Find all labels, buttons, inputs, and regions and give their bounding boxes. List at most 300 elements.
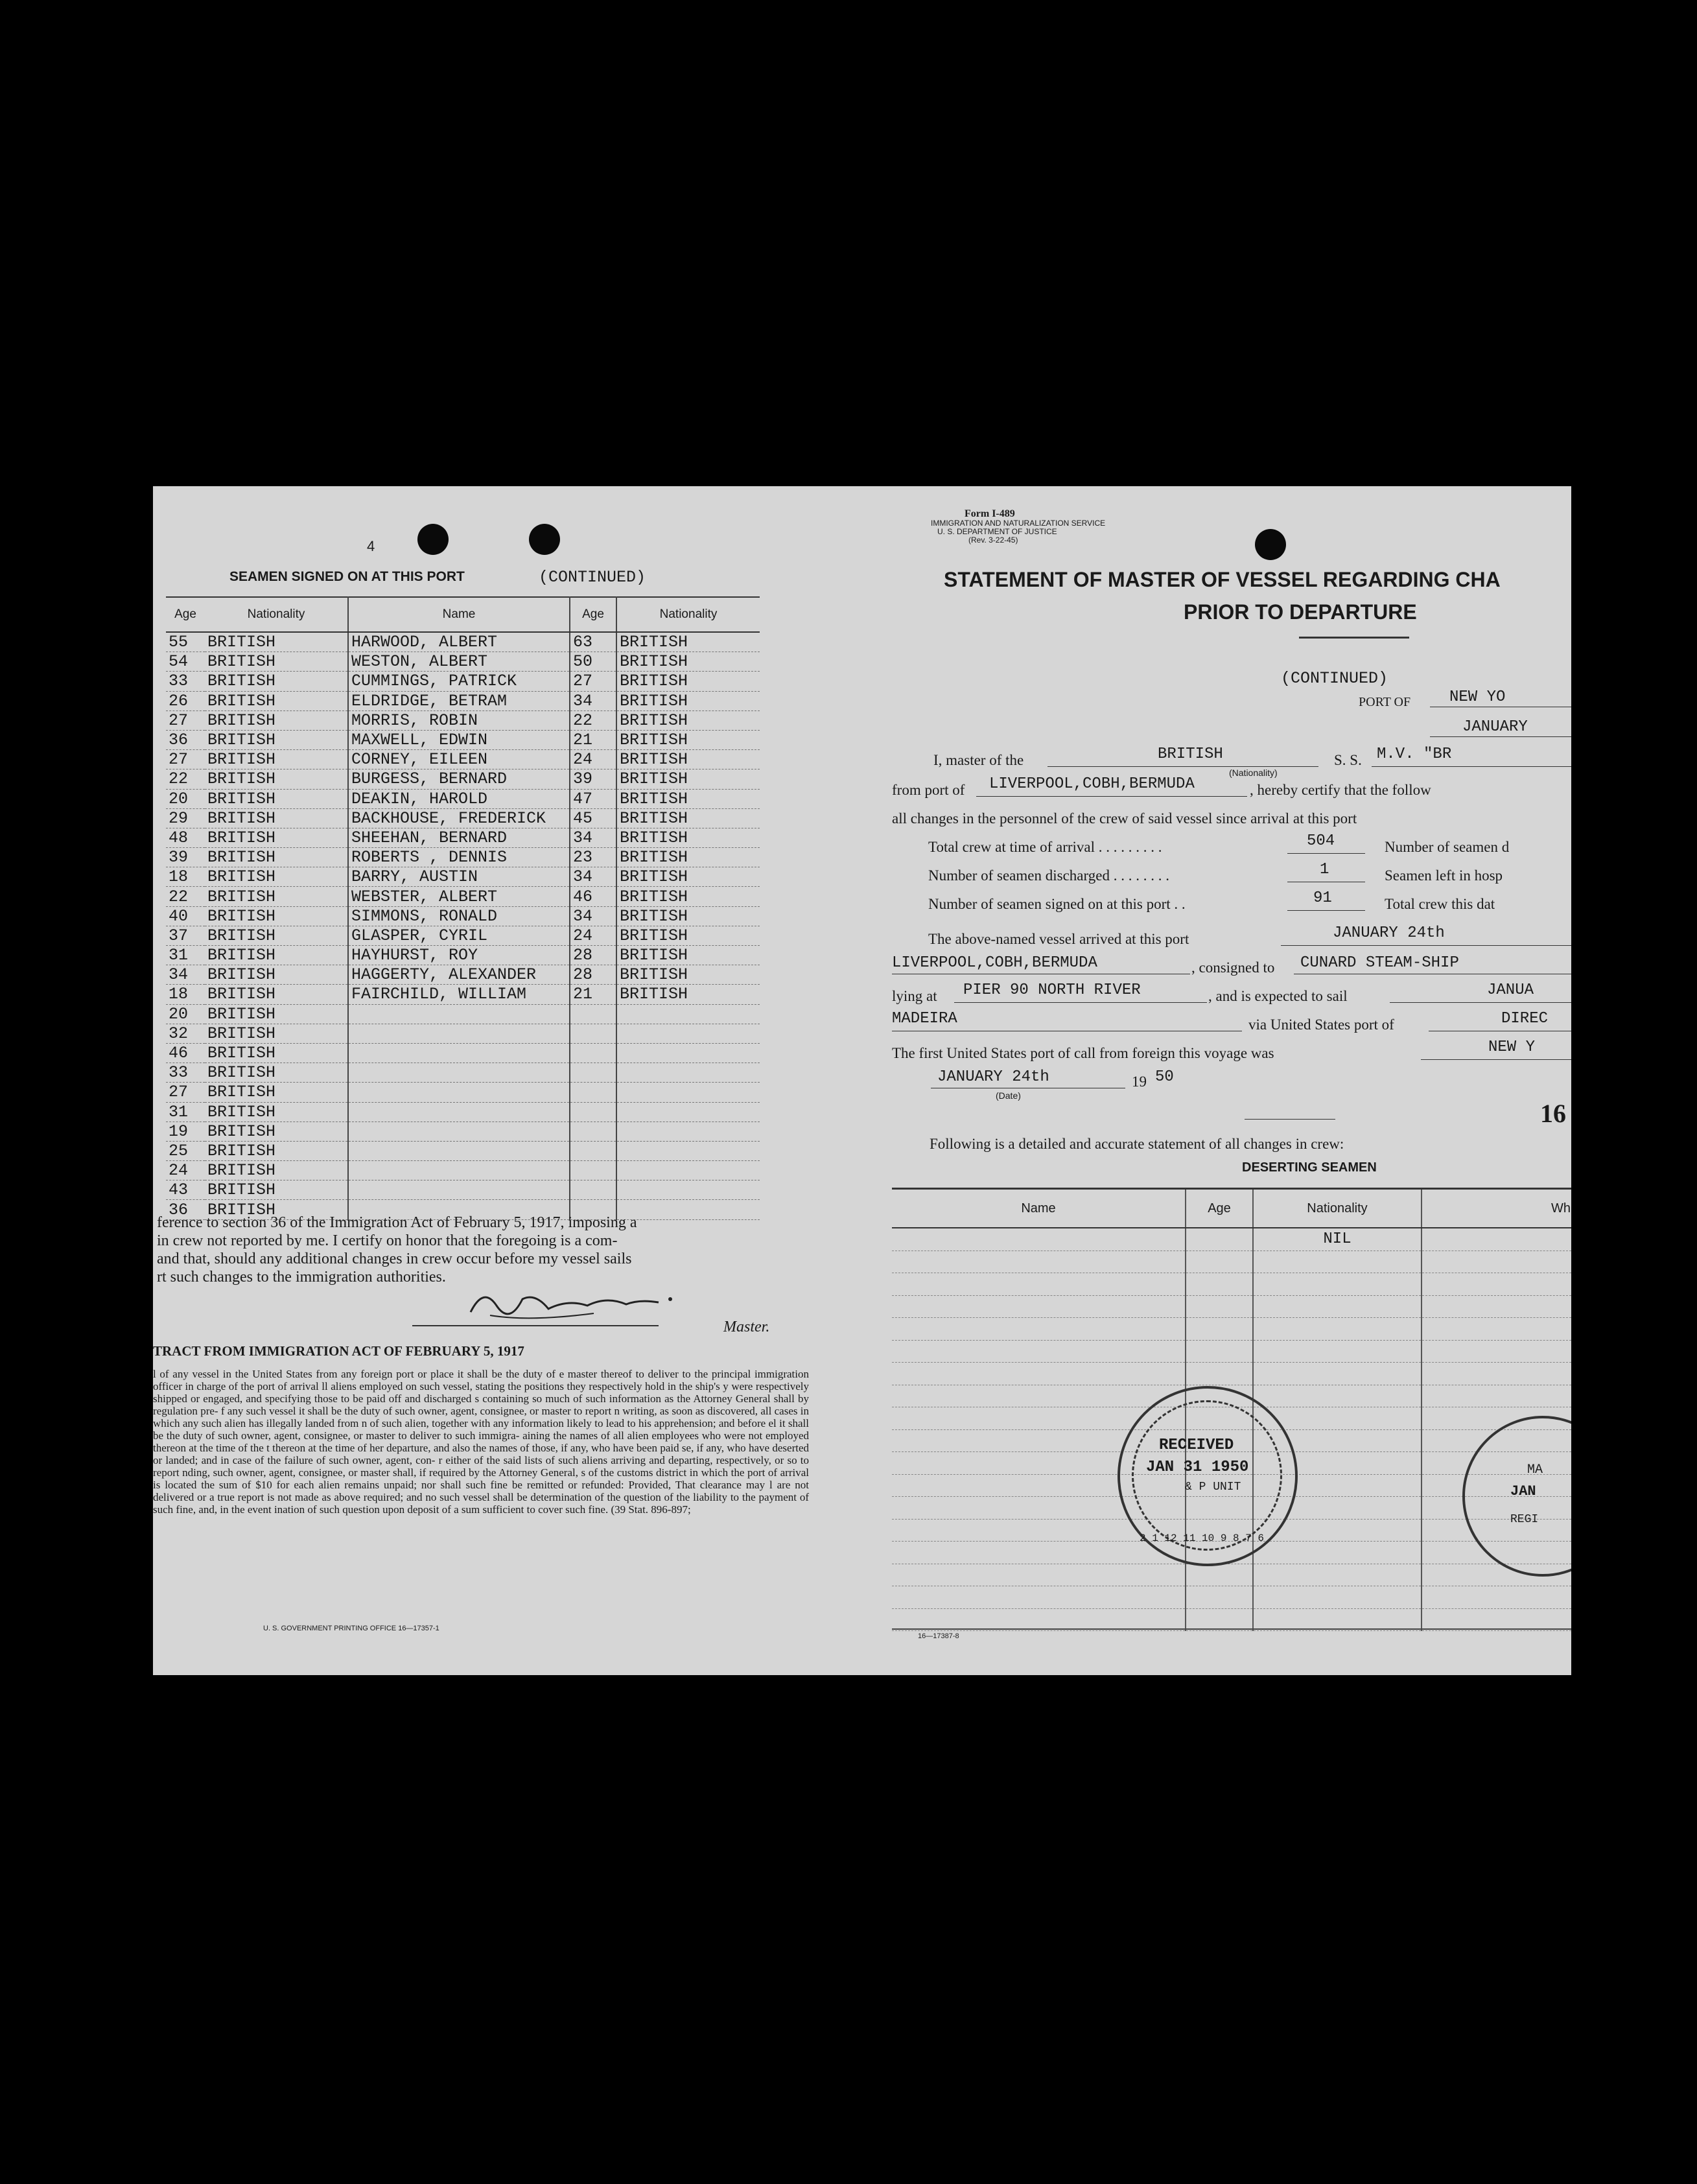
fill-line xyxy=(1390,1002,1571,1003)
nationality-cell xyxy=(616,1121,760,1141)
name-cell: HAYHURST, ROY xyxy=(348,946,570,965)
age-cell: 36 xyxy=(166,730,205,749)
wh-cell xyxy=(1422,1586,1571,1609)
age-cell: 24 xyxy=(570,926,616,945)
nationality-cell xyxy=(1253,1586,1422,1609)
nationality-cell: BRITISH xyxy=(205,1102,348,1121)
stamp-text: JAN 31 1950 xyxy=(1146,1459,1249,1476)
nationality-cell: BRITISH xyxy=(205,789,348,808)
age-cell: 22 xyxy=(166,769,205,789)
table-row xyxy=(166,652,760,672)
age-cell: 28 xyxy=(570,946,616,965)
wh-cell xyxy=(1422,1363,1571,1385)
age-cell: 18 xyxy=(166,985,205,1004)
age-cell: 27 xyxy=(166,750,205,769)
nationality-cell: BRITISH xyxy=(616,769,760,789)
age-cell xyxy=(570,1083,616,1102)
nationality-cell: BRITISH xyxy=(616,965,760,985)
table-row xyxy=(166,710,760,730)
ss-label: S. S. xyxy=(1334,752,1362,768)
nationality-cell xyxy=(1253,1273,1422,1296)
from-port-label: from port of xyxy=(892,782,965,798)
age-cell: 32 xyxy=(166,1024,205,1043)
nationality-cell: BRITISH xyxy=(205,867,348,887)
name-cell xyxy=(892,1273,1186,1296)
name-cell xyxy=(348,1043,570,1063)
consigned-label: , consigned to xyxy=(1191,959,1275,976)
printing-office: U. S. GOVERNMENT PRINTING OFFICE 16—17357-1 xyxy=(263,1625,439,1632)
lying-label: lying at xyxy=(892,988,937,1004)
table-row xyxy=(892,1318,1571,1341)
fill-line xyxy=(1287,910,1365,911)
wh-cell xyxy=(1422,1385,1571,1407)
name-cell: ROBERTS , DENNIS xyxy=(348,848,570,867)
name-cell: BURGESS, BERNARD xyxy=(348,769,570,789)
nationality-cell: BRITISH xyxy=(205,632,348,652)
name-cell xyxy=(348,1161,570,1180)
nationality-cell: BRITISH xyxy=(616,848,760,867)
col-header-nationality: Nationality xyxy=(616,597,760,632)
bottom-rule xyxy=(892,1628,1571,1630)
table-row xyxy=(892,1340,1571,1363)
table-row xyxy=(892,1273,1571,1296)
age-cell xyxy=(1186,1363,1253,1385)
name-cell: ELDRIDGE, BETRAM xyxy=(348,691,570,710)
wh-cell xyxy=(1422,1318,1571,1341)
col-header-name: Name xyxy=(348,597,570,632)
arrived-value: JANUARY 24th xyxy=(1333,924,1445,942)
expected-label: , and is expected to sail xyxy=(1208,988,1348,1004)
nationality-cell: BRITISH xyxy=(616,632,760,652)
age-cell: 34 xyxy=(570,828,616,847)
age-cell: 54 xyxy=(166,652,205,672)
age-cell: 50 xyxy=(570,652,616,672)
table-row xyxy=(166,1024,760,1043)
nationality-cell: BRITISH xyxy=(205,1180,348,1200)
first-port-value: NEW Y xyxy=(1488,1039,1536,1056)
col-header-age: Age xyxy=(166,597,205,632)
nationality-cell xyxy=(616,1102,760,1121)
nationality-cell: BRITISH xyxy=(616,730,760,749)
nationality-cell: BRITISH xyxy=(205,1024,348,1043)
wh-cell xyxy=(1422,1273,1571,1296)
title-rule xyxy=(1299,637,1409,639)
table-row xyxy=(166,769,760,789)
nationality-cell: BRITISH xyxy=(205,672,348,691)
age-cell: 31 xyxy=(166,946,205,965)
age-cell: 43 xyxy=(166,1180,205,1200)
age-cell xyxy=(1186,1228,1253,1251)
age-cell: 39 xyxy=(166,848,205,867)
fill-line xyxy=(1245,1119,1335,1120)
year-line: 16 xyxy=(1540,1099,1566,1128)
form-number: Form I-489 xyxy=(965,508,1015,519)
stamp-text: & P UNIT xyxy=(1185,1481,1241,1494)
nationality-cell: BRITISH xyxy=(205,1200,348,1219)
name-cell: DEAKIN, HAROLD xyxy=(348,789,570,808)
nationality-cell: BRITISH xyxy=(616,808,760,828)
table-row xyxy=(892,1586,1571,1609)
name-cell: FAIRCHILD, WILLIAM xyxy=(348,985,570,1004)
age-cell: 34 xyxy=(570,867,616,887)
table-row xyxy=(892,1564,1571,1586)
table-row xyxy=(166,906,760,926)
table-row xyxy=(166,1063,760,1083)
stamp-text: MA xyxy=(1527,1462,1543,1477)
nationality-cell xyxy=(1253,1363,1422,1385)
nationality-cell: BRITISH xyxy=(205,887,348,906)
age-cell: 22 xyxy=(570,710,616,730)
name-cell xyxy=(348,1024,570,1043)
first-date-value: JANUARY 24th xyxy=(937,1068,1049,1086)
age-cell: 36 xyxy=(166,1200,205,1219)
table-row xyxy=(166,1141,760,1160)
certification-line: and that, should any additional changes in crew occur before my vessel sails xyxy=(157,1251,632,1267)
fill-line xyxy=(976,796,1247,797)
table-row xyxy=(892,1251,1571,1273)
table-row xyxy=(166,1102,760,1121)
name-cell xyxy=(892,1340,1186,1363)
name-cell xyxy=(892,1586,1186,1609)
nationality-cell xyxy=(1253,1608,1422,1631)
col-header-name: Name xyxy=(892,1189,1186,1228)
nationality-cell xyxy=(616,1024,760,1043)
continued-label: (CONTINUED) xyxy=(539,568,646,587)
age-cell: 23 xyxy=(570,848,616,867)
age-cell: 27 xyxy=(166,1083,205,1102)
name-cell: WEBSTER, ALBERT xyxy=(348,887,570,906)
page-number: 4 xyxy=(367,538,375,554)
age-cell xyxy=(570,1043,616,1063)
nationality-cell: BRITISH xyxy=(205,1004,348,1024)
age-cell: 19 xyxy=(166,1121,205,1141)
age-cell: 28 xyxy=(570,965,616,985)
age-cell: 26 xyxy=(166,691,205,710)
age-cell: 55 xyxy=(166,632,205,652)
nationality-cell: BRITISH xyxy=(205,985,348,1004)
table-row xyxy=(166,887,760,906)
nationality-cell: BRITISH xyxy=(205,808,348,828)
age-cell: 39 xyxy=(570,769,616,789)
stamp-text: REGI xyxy=(1510,1513,1539,1526)
nationality-cell: BRITISH xyxy=(616,652,760,672)
date-caption: (Date) xyxy=(996,1090,1021,1101)
nationality-cell: BRITISH xyxy=(205,965,348,985)
nationality-cell: BRITISH xyxy=(205,1043,348,1063)
age-cell: 27 xyxy=(570,672,616,691)
nationality-cell: NIL xyxy=(1253,1228,1422,1251)
certification-line: in crew not reported by me. I certify on honor that the foregoing is a com- xyxy=(157,1232,618,1249)
name-cell xyxy=(348,1004,570,1024)
nationality-cell: BRITISH xyxy=(205,926,348,945)
age-cell: 63 xyxy=(570,632,616,652)
age-cell: 33 xyxy=(166,672,205,691)
col-header-age: Age xyxy=(1186,1189,1253,1228)
age-cell xyxy=(1186,1608,1253,1631)
age-cell: 21 xyxy=(570,985,616,1004)
col-header-nationality: Nationality xyxy=(205,597,348,632)
wh-cell xyxy=(1422,1228,1571,1251)
agency-line: IMMIGRATION AND NATURALIZATION SERVICE xyxy=(931,519,1106,528)
table-row xyxy=(166,1083,760,1102)
col-header-wh: Wh xyxy=(1422,1189,1571,1228)
age-cell xyxy=(570,1180,616,1200)
date-value: JANUARY xyxy=(1462,718,1528,736)
nationality-cell: BRITISH xyxy=(205,750,348,769)
nationality-cell: BRITISH xyxy=(616,887,760,906)
table-row xyxy=(166,926,760,945)
age-cell: 34 xyxy=(166,965,205,985)
name-cell: HARWOOD, ALBERT xyxy=(348,632,570,652)
age-cell: 25 xyxy=(166,1141,205,1160)
table-row xyxy=(892,1363,1571,1385)
name-cell xyxy=(892,1542,1186,1564)
age-cell xyxy=(1186,1251,1253,1273)
total-crew-label: Total crew at time of arrival . . . . . . . . . xyxy=(928,839,1162,855)
certification-line: ference to section 36 of the Immigration Act of February 5, 1917, imposing a xyxy=(157,1214,637,1231)
nationality-cell: BRITISH xyxy=(616,710,760,730)
form-subtitle: PRIOR TO DEPARTURE xyxy=(1184,600,1417,624)
table-row xyxy=(892,1608,1571,1631)
age-cell xyxy=(1186,1295,1253,1318)
lying-value: PIER 90 NORTH RIVER xyxy=(963,981,1141,999)
name-cell xyxy=(348,1063,570,1083)
nationality-cell: BRITISH xyxy=(616,926,760,945)
nationality-cell: BRITISH xyxy=(616,985,760,1004)
name-cell: SIMMONS, RONALD xyxy=(348,906,570,926)
master-of-label: I, master of the xyxy=(933,752,1024,768)
col-header-nationality: Nationality xyxy=(1253,1189,1422,1228)
age-cell: 18 xyxy=(166,867,205,887)
nationality-cell: BRITISH xyxy=(205,769,348,789)
port-of-value: NEW YO xyxy=(1449,688,1506,706)
nationality-cell: BRITISH xyxy=(205,652,348,672)
age-cell: 37 xyxy=(166,926,205,945)
table-row xyxy=(166,691,760,710)
nationality-cell xyxy=(616,1083,760,1102)
age-cell: 31 xyxy=(166,1102,205,1121)
nationality-cell: BRITISH xyxy=(205,1161,348,1180)
printing-code: 16—17387-8 xyxy=(918,1632,959,1640)
age-cell: 29 xyxy=(166,808,205,828)
nationality-cell xyxy=(1253,1295,1422,1318)
wh-cell xyxy=(1422,1608,1571,1631)
nationality-cell xyxy=(616,1141,760,1160)
age-cell: 46 xyxy=(570,887,616,906)
table-row xyxy=(166,632,760,652)
nationality-cell xyxy=(1253,1340,1422,1363)
age-cell xyxy=(570,1102,616,1121)
fill-line xyxy=(1421,1059,1571,1060)
name-cell xyxy=(892,1385,1186,1407)
table-row xyxy=(166,1043,760,1063)
table-row xyxy=(166,828,760,847)
name-cell xyxy=(892,1251,1186,1273)
nationality-cell: BRITISH xyxy=(205,946,348,965)
nationality-cell: BRITISH xyxy=(205,710,348,730)
nationality-caption: (Nationality) xyxy=(1229,768,1278,778)
number-seamen-label: Number of seamen d xyxy=(1385,839,1510,855)
name-cell xyxy=(348,1083,570,1102)
nationality-cell: BRITISH xyxy=(205,1063,348,1083)
signed-on-label: Number of seamen signed on at this port . . xyxy=(928,896,1186,912)
nationality-cell: BRITISH xyxy=(616,672,760,691)
age-cell: 34 xyxy=(570,691,616,710)
nationality-cell: BRITISH xyxy=(616,789,760,808)
via-value: DIREC xyxy=(1501,1010,1549,1027)
total-crew-date-label: Total crew this dat xyxy=(1385,896,1495,912)
name-cell: SHEEHAN, BERNARD xyxy=(348,828,570,847)
right-page xyxy=(892,486,1571,1675)
following-text: Following is a detailed and accurate statement of all changes in crew: xyxy=(930,1136,1344,1152)
punch-hole xyxy=(1255,529,1286,560)
nationality-cell xyxy=(1253,1385,1422,1407)
name-cell xyxy=(348,1121,570,1141)
age-cell: 40 xyxy=(166,906,205,926)
certification-line: rt such changes to the immigration authorities. xyxy=(157,1269,446,1286)
table-row xyxy=(892,1295,1571,1318)
nationality-cell: BRITISH xyxy=(616,828,760,847)
nationality-cell: BRITISH xyxy=(205,828,348,847)
stamp-digits: 2 1 12 11 10 9 8 7 6 xyxy=(1140,1532,1265,1544)
nationality-cell xyxy=(1253,1564,1422,1586)
left-page xyxy=(153,486,834,1675)
table-row xyxy=(166,789,760,808)
age-cell xyxy=(570,1063,616,1083)
nationality-cell xyxy=(1253,1251,1422,1273)
fill-line xyxy=(1047,766,1318,767)
name-cell xyxy=(892,1608,1186,1631)
continued-label: (CONTINUED) xyxy=(1281,669,1388,688)
nationality-cell: BRITISH xyxy=(205,848,348,867)
name-cell xyxy=(892,1318,1186,1341)
name-cell xyxy=(348,1141,570,1160)
section-title: SEAMEN SIGNED ON AT THIS PORT xyxy=(229,569,465,584)
consigned-value: CUNARD STEAM-SHIP xyxy=(1300,954,1459,972)
expected-value: JANUA xyxy=(1487,981,1534,999)
nationality-value: BRITISH xyxy=(1158,746,1223,763)
nationality-cell: BRITISH xyxy=(616,867,760,887)
destination-value: MADEIRA xyxy=(892,1010,957,1027)
all-changes-text: all changes in the personnel of the crew of said vessel since arrival at this port xyxy=(892,810,1357,827)
age-cell: 46 xyxy=(166,1043,205,1063)
age-cell: 33 xyxy=(166,1063,205,1083)
received-stamp xyxy=(1118,1386,1298,1566)
port-of-label: PORT OF xyxy=(1359,695,1411,709)
age-cell: 45 xyxy=(570,808,616,828)
stamp-text: JAN xyxy=(1510,1483,1536,1499)
nationality-cell xyxy=(1253,1542,1422,1564)
name-cell xyxy=(892,1564,1186,1586)
discharged-label: Number of seamen discharged . . . . . . . . xyxy=(928,867,1169,884)
nationality-cell xyxy=(616,1161,760,1180)
table-row xyxy=(166,808,760,828)
name-cell: BACKHOUSE, FREDERICK xyxy=(348,808,570,828)
punch-hole xyxy=(417,524,449,555)
crew-table-body xyxy=(166,632,760,1219)
first-year-prefix: 19 xyxy=(1132,1074,1147,1090)
signature-line xyxy=(412,1325,659,1326)
first-year-value: 50 xyxy=(1155,1068,1174,1086)
age-cell: 21 xyxy=(570,730,616,749)
name-cell xyxy=(892,1295,1186,1318)
document-scan xyxy=(153,486,1571,1675)
table-row xyxy=(166,730,760,749)
table-row xyxy=(166,965,760,985)
nationality-cell: BRITISH xyxy=(616,750,760,769)
col-header-age: Age xyxy=(570,597,616,632)
age-cell xyxy=(570,1141,616,1160)
age-cell: 20 xyxy=(166,1004,205,1024)
nationality-cell: BRITISH xyxy=(616,906,760,926)
name-cell: CORNEY, EILEEN xyxy=(348,750,570,769)
age-cell xyxy=(1186,1318,1253,1341)
nationality-cell: BRITISH xyxy=(205,1121,348,1141)
age-cell xyxy=(1186,1564,1253,1586)
wh-cell xyxy=(1422,1251,1571,1273)
table-row xyxy=(166,1180,760,1200)
fill-line xyxy=(1430,736,1571,737)
age-cell: 34 xyxy=(570,906,616,926)
age-cell xyxy=(1186,1586,1253,1609)
age-cell: 24 xyxy=(166,1161,205,1180)
discharged-value: 1 xyxy=(1320,861,1329,878)
name-cell xyxy=(892,1363,1186,1385)
from-port-value: LIVERPOOL,COBH,BERMUDA xyxy=(989,775,1195,793)
name-cell: BARRY, AUSTIN xyxy=(348,867,570,887)
fill-line xyxy=(1281,945,1571,946)
nationality-cell: BRITISH xyxy=(616,946,760,965)
seamen-signed-on-table xyxy=(166,596,760,1220)
table-row xyxy=(166,848,760,867)
nationality-cell xyxy=(616,1200,760,1219)
name-cell xyxy=(892,1228,1186,1251)
name-cell xyxy=(348,1102,570,1121)
extract-title: TRACT FROM IMMIGRATION ACT OF FEBRUARY 5, 1917 xyxy=(153,1343,524,1359)
age-cell xyxy=(570,1004,616,1024)
signed-on-value: 91 xyxy=(1313,889,1332,907)
table-row xyxy=(166,985,760,1004)
vessel-value: M.V. "BR xyxy=(1377,746,1452,763)
age-cell xyxy=(1186,1340,1253,1363)
age-cell xyxy=(570,1161,616,1180)
master-signature xyxy=(464,1280,685,1332)
left-hospital-label: Seamen left in hosp xyxy=(1385,867,1503,884)
punch-hole xyxy=(529,524,560,555)
table-row xyxy=(166,946,760,965)
name-cell: CUMMINGS, PATRICK xyxy=(348,672,570,691)
table-row xyxy=(166,867,760,887)
name-cell: WESTON, ALBERT xyxy=(348,652,570,672)
nationality-cell: BRITISH xyxy=(616,691,760,710)
nationality-cell: BRITISH xyxy=(205,691,348,710)
nationality-cell xyxy=(616,1043,760,1063)
deserting-title: DESERTING SEAMEN xyxy=(1242,1160,1377,1175)
nationality-cell xyxy=(616,1180,760,1200)
first-port-label: The first United States port of call from foreign this voyage was xyxy=(892,1045,1274,1061)
table-row xyxy=(166,672,760,691)
nationality-cell: BRITISH xyxy=(205,1083,348,1102)
name-cell: MORRIS, ROBIN xyxy=(348,710,570,730)
age-cell: 47 xyxy=(570,789,616,808)
nationality-cell xyxy=(616,1004,760,1024)
form-title: STATEMENT OF MASTER OF VESSEL REGARDING CHA xyxy=(944,568,1501,591)
table-row xyxy=(166,1161,760,1180)
revision: (Rev. 3-22-45) xyxy=(968,535,1018,545)
fill-line xyxy=(954,1002,1207,1003)
nationality-cell xyxy=(1253,1318,1422,1341)
nationality-cell: BRITISH xyxy=(205,906,348,926)
